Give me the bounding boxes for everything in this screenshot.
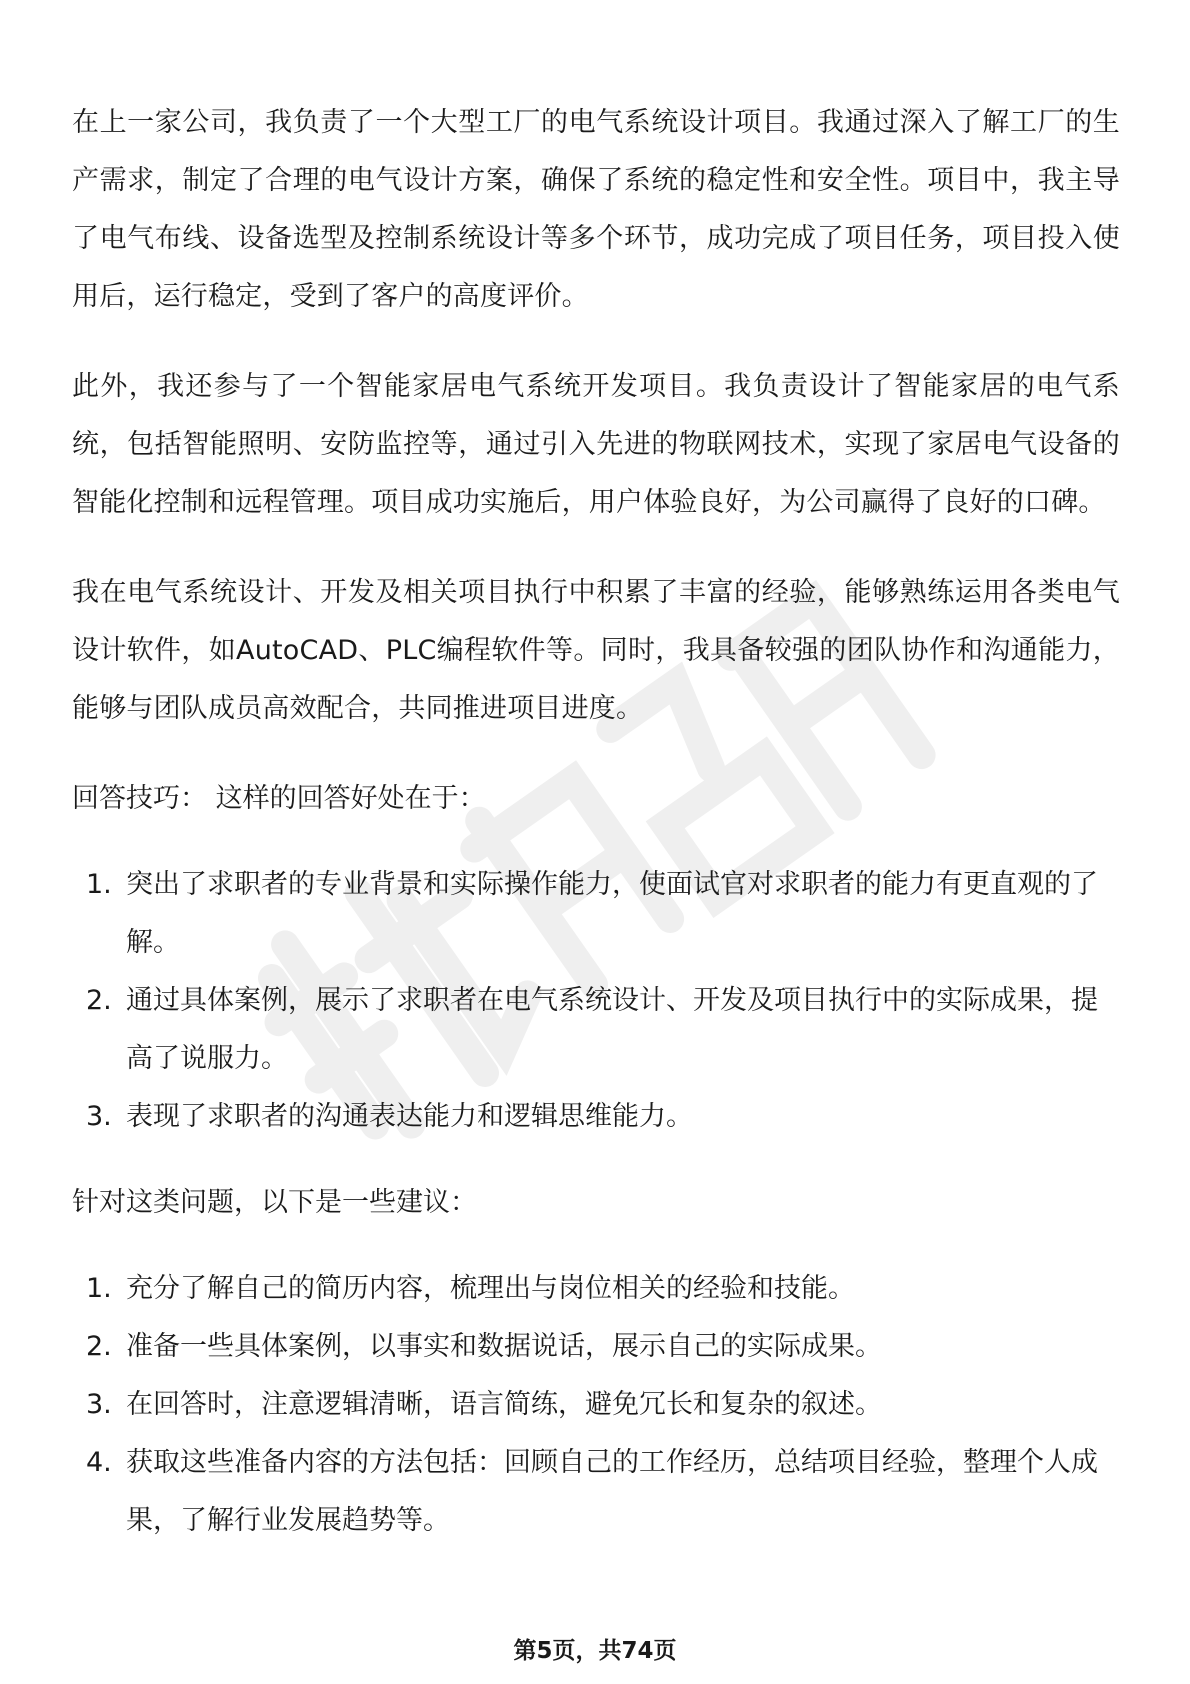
list-number: 2. — [86, 985, 112, 1016]
list-text: 表现了求职者的沟通表达能力和逻辑思维能力。 — [126, 1101, 693, 1132]
list-text: 通过具体案例，展示了求职者在电气系统设计、开发及项目执行中的实际成果，提高了说服力。 — [126, 985, 1098, 1074]
list-item — [72, 1088, 1120, 1146]
list-text: 突出了求职者的专业背景和实际操作能力，使面试官对求职者的能力有更直观的了解。 — [126, 869, 1098, 958]
paragraph-3: 我在电气系统设计、开发及相关项目执行中积累了丰富的经验，能够熟练运用各类电气设计软件，如AutoCAD、PLC编程软件等。同时，我具备较强的团队协作和沟通能力，能够与团队成员高效配合，共同推进项目进度。 — [72, 577, 1120, 724]
list-item — [72, 1376, 1120, 1434]
list-item — [72, 1318, 1120, 1376]
list-number: 2. — [86, 1331, 112, 1362]
list-text: 充分了解自己的简历内容，梳理出与岗位相关的经验和技能。 — [126, 1273, 855, 1304]
page-number-footer: 第5页，共74页 — [513, 1638, 677, 1664]
list-text: 在回答时，注意逻辑清晰，语言简练，避免冗长和复杂的叙述。 — [126, 1389, 882, 1420]
list-item — [72, 1260, 1120, 1318]
list-number: 3. — [86, 1389, 112, 1420]
tips-list — [72, 856, 1120, 1146]
list-number: 1. — [86, 1273, 112, 1304]
paragraph-2: 此外，我还参与了一个智能家居电气系统开发项目。我负责设计了智能家居的电气系统，包括智能照明、安防监控等，通过引入先进的物联网技术，实现了家居电气设备的智能化控制和远程管理。项目成功实施后，用户体验良好，为公司赢得了良好的口碑。 — [72, 371, 1120, 518]
list-number: 4. — [86, 1447, 112, 1478]
paragraph-1: 在上一家公司，我负责了一个大型工厂的电气系统设计项目。我通过深入了解工厂的生产需求，制定了合理的电气设计方案，确保了系统的稳定性和安全性。项目中，我主导了电气布线、设备选型及控制系统设计等多个环节，成功完成了项目任务，项目投入使用后，运行稳定，受到了客户的高度评价。 — [72, 107, 1120, 312]
list-item — [72, 972, 1120, 1088]
tips-heading: 回答技巧： 这样的回答好处在于： — [72, 783, 486, 814]
list-text: 获取这些准备内容的方法包括：回顾自己的工作经历，总结项目经验，整理个人成果，了解行业发展趋势等。 — [126, 1447, 1098, 1536]
list-number: 3. — [86, 1101, 112, 1132]
main-content — [72, 94, 1120, 1578]
list-item — [72, 1434, 1120, 1550]
list-item — [72, 856, 1120, 972]
advice-list — [72, 1260, 1120, 1550]
list-text: 准备一些具体案例，以事实和数据说话，展示自己的实际成果。 — [126, 1331, 882, 1362]
list-number: 1. — [86, 869, 112, 900]
advice-heading: 针对这类问题，以下是一些建议： — [72, 1187, 477, 1218]
